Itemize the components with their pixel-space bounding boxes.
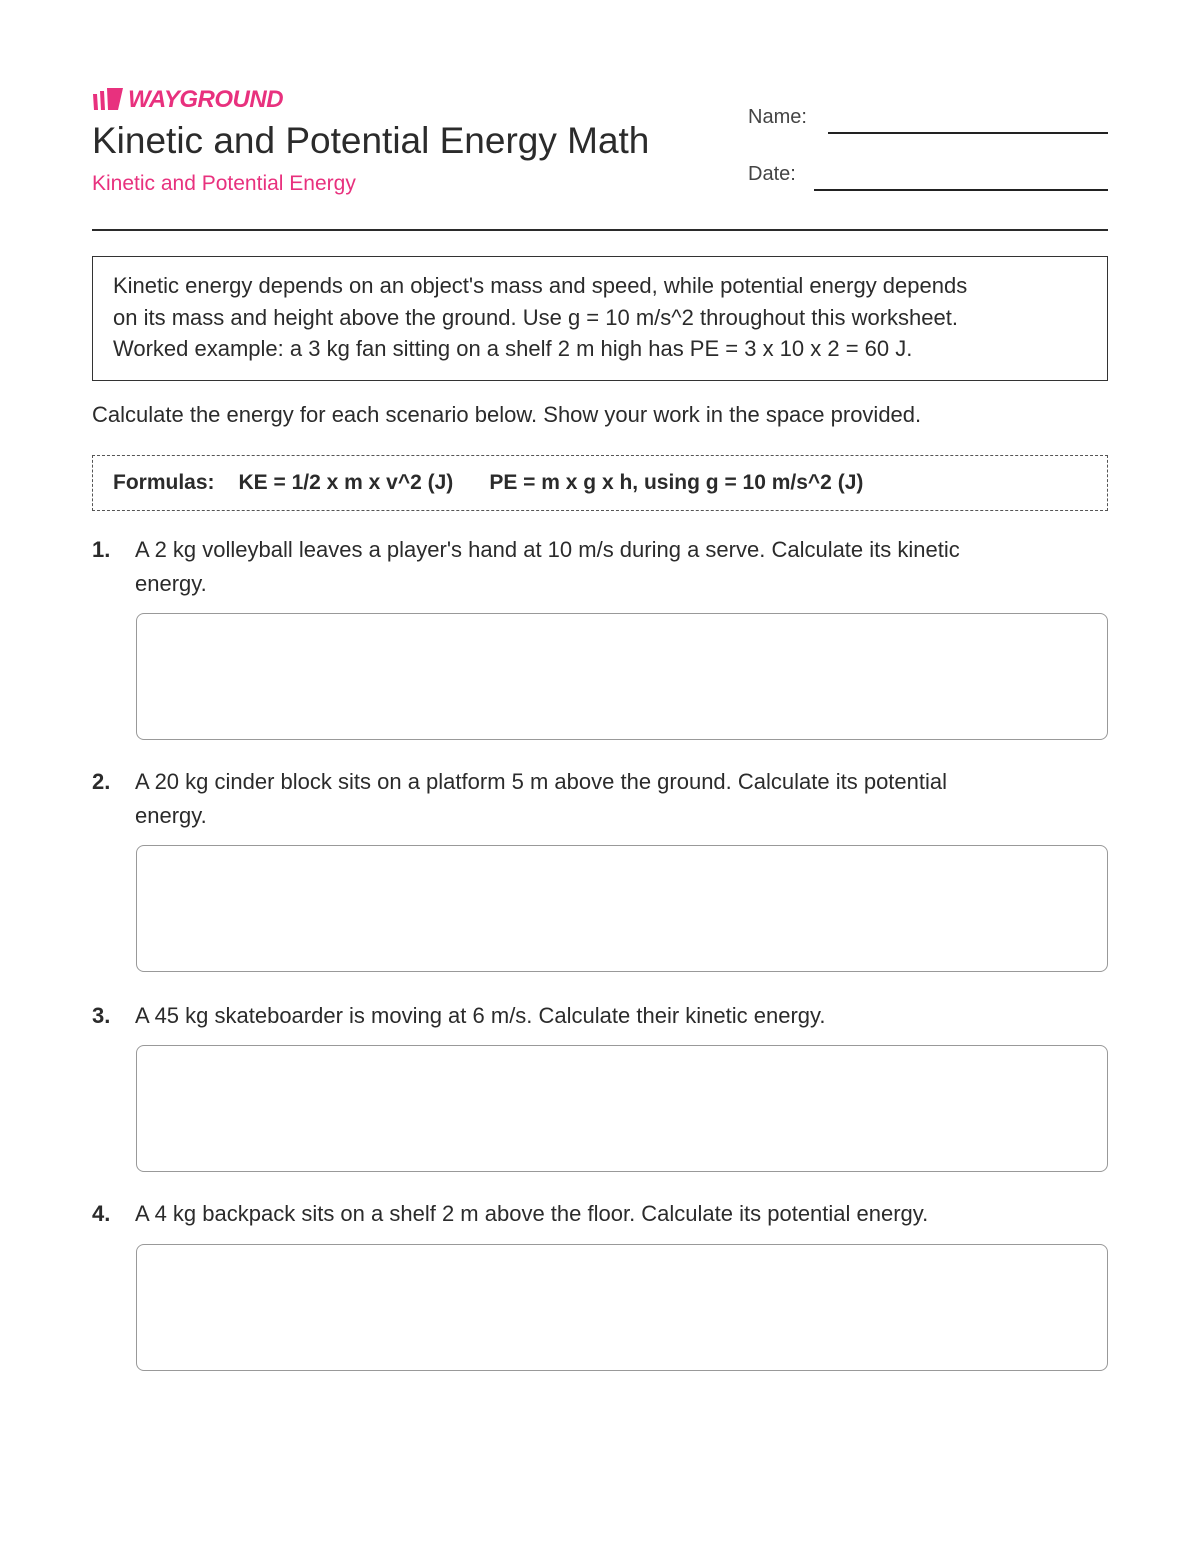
question-text	[135, 533, 1085, 601]
formula-box	[92, 455, 1108, 511]
intro-line: Kinetic energy depends on an object's mass and speed, while potential energy depends	[113, 273, 968, 298]
name-field[interactable]	[828, 132, 1108, 134]
question-text	[135, 765, 1085, 833]
question-line: energy.	[135, 803, 207, 828]
date-label: Date:	[748, 163, 796, 185]
answer-box-2[interactable]	[136, 845, 1108, 972]
question-line: A 20 kg cinder block sits on a platform 5 m above the ground. Calculate its potential	[135, 769, 948, 794]
date-field[interactable]	[814, 189, 1108, 191]
potential-energy-formula: PE = m x g x h, using g = 10 m/s^2 (J)	[489, 471, 864, 494]
question-number: 1.	[92, 537, 111, 562]
brand-logo	[92, 86, 283, 114]
header-divider	[92, 229, 1108, 231]
kinetic-energy-formula: KE = 1/2 x m x v^2 (J)	[238, 471, 454, 494]
intro-line: on its mass and height above the ground. Use g = 10 m/s^2 throughout this worksheet.	[113, 304, 958, 330]
question-number: 4.	[92, 1201, 111, 1226]
question-line: A 45 kg skateboarder is moving at 6 m/s. Calculate their kinetic energy.	[135, 1003, 826, 1028]
instructions: Calculate the energy for each scenario below. Show your work in the space provided.	[92, 402, 922, 427]
question-text	[135, 1197, 1085, 1231]
intro-line: Worked example: a 3 kg fan sitting on a shelf 2 m high has PE = 3 x 10 x 2 = 60 J.	[113, 336, 913, 361]
question-line: A 4 kg backpack sits on a shelf 2 m above the floor. Calculate its potential energy.	[135, 1201, 929, 1226]
answer-box-1[interactable]	[136, 613, 1108, 740]
wayground-logo-icon	[92, 88, 124, 112]
intro-box	[92, 256, 1108, 381]
worksheet-title: Kinetic and Potential Energy Math	[92, 120, 650, 161]
brand-name: WAYGROUND	[128, 86, 284, 113]
question-text	[135, 999, 1085, 1033]
name-label: Name:	[748, 106, 807, 128]
question-line: A 2 kg volleyball leaves a player's hand at 10 m/s during a serve. Calculate its kinetic	[135, 537, 960, 562]
answer-box-4[interactable]	[136, 1244, 1108, 1371]
worksheet-subtitle: Kinetic and Potential Energy	[92, 172, 356, 195]
question-line: energy.	[135, 571, 207, 596]
question-number: 3.	[92, 1003, 111, 1028]
question-number: 2.	[92, 769, 111, 794]
formula-label: Formulas:	[113, 471, 215, 494]
answer-box-3[interactable]	[136, 1045, 1108, 1172]
